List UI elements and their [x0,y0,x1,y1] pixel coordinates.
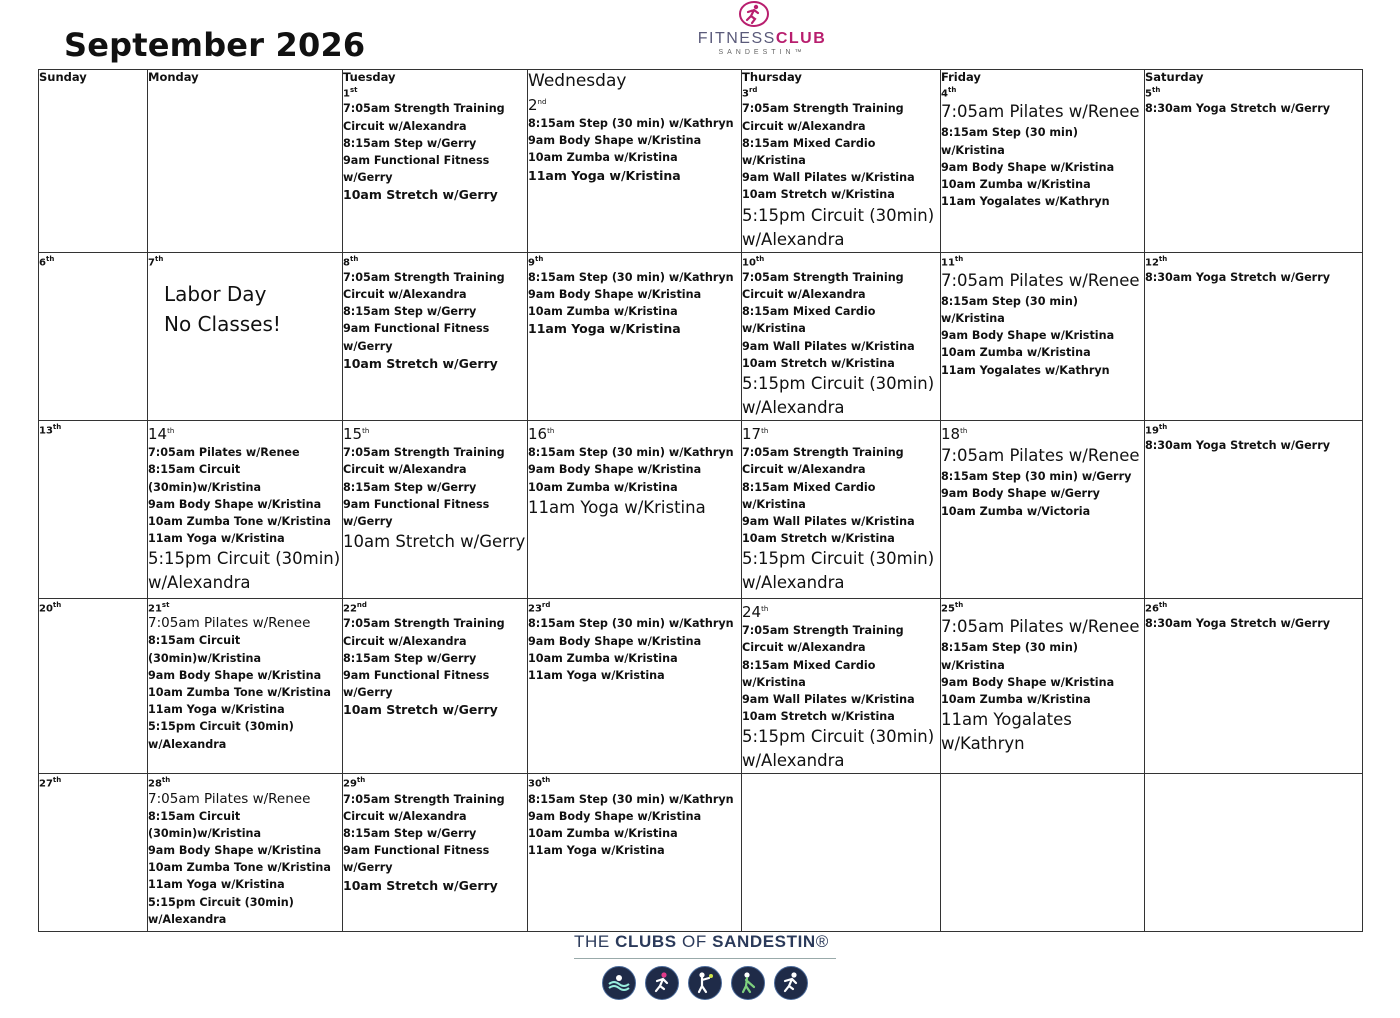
calendar-day-cell [941,252,1145,421]
class-event: 11am Yoga w/Kristina [528,497,706,517]
class-event: 7:05am Strength Training Circuit w/Alexandra [742,624,908,655]
class-event: 8:15am Step (30 min) w/Kathryn [528,270,734,284]
class-event: 8:15am Step (30 min) w/Gerry [941,470,1132,484]
weekday-label: Friday [941,70,981,84]
class-event: 5:15pm Circuit (30min) w/Alexandra [742,205,940,249]
calendar-grid [38,69,1363,932]
calendar-week-row [39,774,1363,932]
day-number: 30th [528,776,551,790]
class-event: 9am Wall Pilates w/Kristina [742,514,915,528]
weekday-label: Tuesday [343,70,396,84]
day-number: 22nd [343,601,367,615]
class-event: 8:30am Yoga Stretch w/Gerry [1145,617,1331,631]
class-event: 11am Yoga w/Kristina [528,669,665,683]
class-event: 8:15am Step (30 min) w/Kristina [941,126,1082,157]
class-event: 11am Yoga w/Kristina [148,532,285,546]
calendar-day-cell [1145,599,1363,774]
day-number: 12th [1145,254,1168,268]
class-event: 8:15am Step (30 min) w/Kathryn [528,617,734,631]
class-event: 10am Stretch w/Gerry [343,702,498,718]
class-event: 8:15am Mixed Cardio w/Kristina [742,480,880,511]
class-event: 9am Body Shape w/Gerry [941,487,1100,501]
class-event: 7:05am Strength Training Circuit w/Alexandra [343,617,509,648]
clubs-of-sandestin-footer [574,932,836,1012]
class-event: 10am Stretch w/Kristina [742,188,895,202]
class-event: 10am Zumba w/Kristina [528,151,678,165]
class-event: 10am Zumba w/Kristina [528,827,678,841]
class-event: 8:15am Mixed Cardio w/Kristina [742,658,880,689]
class-event: 9am Body Shape w/Kristina [148,497,322,511]
holiday-note: Labor Day [164,281,267,306]
calendar-day-cell [941,70,1145,253]
calendar-week-row [39,70,1363,253]
calendar-day-cell [528,774,742,932]
class-event: 10am Stretch w/Kristina [742,710,895,724]
class-event: 10am Zumba w/Kristina [528,305,678,319]
class-event: 11am Yoga w/Kristina [528,844,665,858]
day-number: 11th [941,254,964,268]
class-event: 8:15am Step (30 min) w/Kathryn [528,792,734,806]
day-number: 24th [742,603,769,622]
weekday-label: Saturday [1145,70,1204,84]
weekday-label: Thursday [742,70,802,84]
class-event: 11am Yoga w/Kristina [148,878,285,892]
class-event: 8:15am Circuit (30min)w/Kristina [148,463,262,494]
calendar-week-row [39,421,1363,599]
day-number: 18th [941,425,968,444]
calendar-day-cell [148,252,343,421]
day-number: 1st [343,86,358,100]
calendar-day-cell [343,421,528,599]
fitness-icon [645,966,679,1000]
day-number: 3rd [742,86,758,100]
class-event: 10am Stretch w/Kristina [742,532,895,546]
calendar-day-cell [148,774,343,932]
class-event: 8:15am Circuit (30min)w/Kristina [148,809,262,840]
calendar-day-cell [39,774,148,932]
class-event: 10am Zumba w/Kristina [528,480,678,494]
class-event: 8:30am Yoga Stretch w/Gerry [1145,439,1331,453]
class-event: 11am Yogalates w/Kathryn [941,710,1078,754]
calendar-day-cell [742,599,941,774]
class-event: 9am Body Shape w/Kristina [941,160,1115,174]
class-event: 10am Stretch w/Kristina [742,356,895,370]
calendar-day-cell [343,599,528,774]
class-event: 10am Zumba Tone w/Kristina [148,861,331,875]
class-event: 9am Body Shape w/Kristina [148,668,322,682]
class-event: 5:15pm Circuit (30min) w/Alexandra [742,374,940,418]
class-event: 5:15pm Circuit (30min) w/Alexandra [148,895,298,926]
class-event: 7:05am Pilates w/Renee [941,446,1140,466]
class-event: 8:15am Step w/Gerry [343,136,477,150]
calendar-day-cell [343,70,528,253]
class-event: 9am Body Shape w/Kristina [528,463,702,477]
day-number: 23rd [528,601,551,615]
class-event: 10am Zumba w/Kristina [941,346,1091,360]
calendar-day-cell [941,774,1145,932]
calendar-week-row [39,252,1363,421]
class-event: 9am Body Shape w/Kristina [941,329,1115,343]
class-event: 10am Zumba w/Kristina [941,693,1091,707]
class-event: 8:15am Step (30 min) w/Kristina [941,294,1082,326]
calendar-day-cell [528,252,742,421]
calendar-day-cell [148,599,343,774]
class-event: 8:30am Yoga Stretch w/Gerry [1145,270,1331,284]
calendar-day-cell [941,599,1145,774]
class-event: 11am Yogalates w/Kathryn [941,195,1110,209]
day-number: 14th [148,425,175,444]
day-number: 25th [941,601,964,615]
class-event: 7:05am Pilates w/Renee [941,102,1140,122]
class-event: 9am Wall Pilates w/Kristina [742,692,915,706]
class-event: 9am Functional Fitness w/Gerry [343,322,494,353]
class-event: 8:15am Step w/Gerry [343,651,477,665]
tennis-icon [688,966,722,1000]
day-number: 27th [39,776,62,790]
pool-icon [602,966,636,1000]
day-number: 5th [1145,86,1161,100]
footer-divider [574,958,836,959]
class-event: 7:05am Strength Training Circuit w/Alexandra [742,446,908,477]
class-event: 7:05am Pilates w/Renee [148,615,311,632]
class-event: 9am Functional Fitness w/Gerry [343,669,494,700]
calendar-day-cell [148,70,343,253]
class-event: 9am Body Shape w/Kristina [148,844,322,858]
calendar-day-cell [1145,774,1363,932]
weekday-label: Monday [148,70,199,84]
calendar-week-row [39,599,1363,774]
day-number: 20th [39,601,62,615]
class-event: 5:15pm Circuit (30min) w/Alexandra [148,720,298,751]
golf-icon [731,966,765,1000]
class-event: 8:30am Yoga Stretch w/Gerry [1145,102,1331,116]
calendar-day-cell [742,421,941,599]
class-event: 8:15am Step w/Gerry [343,305,477,319]
calendar-day-cell [1145,252,1363,421]
class-event: 8:15am Step (30 min) w/Kathryn [528,446,734,460]
calendar-day-cell [528,599,742,774]
class-event: 8:15am Step (30 min) w/Kathryn [528,117,734,130]
class-event: 10am Zumba Tone w/Kristina [148,686,331,700]
day-number: 29th [343,776,366,790]
calendar-day-cell [343,774,528,932]
class-event: 7:05am Pilates w/Renee [148,446,300,460]
class-event: 11am Yoga w/Kristina [528,321,681,337]
class-event: 7:05am Pilates w/Renee [941,617,1140,637]
class-event: 7:05am Strength Training Circuit w/Alexandra [742,270,908,302]
class-event: 11am Yoga w/Kristina [148,703,285,717]
runner-logo-icon [739,1,769,27]
class-event: 9am Body Shape w/Kristina [528,809,702,823]
class-event: 8:15am Step w/Gerry [343,827,477,841]
class-event: 8:15am Circuit (30min)w/Kristina [148,634,262,665]
calendar-day-cell [39,252,148,421]
class-event: 10am Zumba w/Kristina [528,651,678,665]
calendar-day-cell [343,252,528,421]
class-event: 9am Wall Pilates w/Kristina [742,171,915,185]
day-number: 6th [39,254,55,268]
calendar-day-cell [742,252,941,421]
class-event: 5:15pm Circuit (30min) w/Alexandra [742,549,940,593]
class-event: 9am Wall Pilates w/Kristina [742,339,915,353]
class-event: 9am Functional Fitness w/Gerry [343,153,494,185]
class-event: 7:05am Pilates w/Renee [148,790,311,807]
calendar-day-cell [39,421,148,599]
day-number: 17th [742,425,769,444]
weekday-label: Sunday [39,70,87,84]
fitness-club-logo [672,0,852,60]
class-event: 7:05am Strength Training Circuit w/Alexandra [343,446,509,477]
class-event: 9am Functional Fitness w/Gerry [343,497,494,528]
class-event: 9am Body Shape w/Kristina [528,634,702,648]
calendar-day-cell [941,421,1145,599]
class-event: 8:15am Mixed Cardio w/Kristina [742,136,880,167]
class-event: 7:05am Strength Training Circuit w/Alexandra [343,102,509,133]
class-event: 10am Stretch w/Gerry [343,355,498,371]
class-event: 7:05am Strength Training Circuit w/Alexandra [343,792,509,823]
day-number: 28th [148,776,171,790]
calendar-day-cell [742,70,941,253]
day-number: 26th [1145,601,1168,615]
calendar-day-cell [39,599,148,774]
class-event: 8:15am Step (30 min) w/Kristina [941,641,1082,672]
class-event: 8:15am Step w/Gerry [343,480,477,494]
class-event: 9am Body Shape w/Kristina [941,675,1115,689]
day-number: 21st [148,601,170,615]
class-event: 10am Zumba Tone w/Kristina [148,514,331,528]
weekday-label: Wednesday [528,71,627,91]
class-event: 9am Body Shape w/Kristina [528,288,702,302]
class-event: 10am Zumba w/Kristina [941,177,1091,191]
page-title: September 2026 [64,26,366,64]
day-number: 19th [1145,423,1168,437]
day-number: 2nd [528,96,547,114]
runner-icon [774,966,808,1000]
class-event: 7:05am Pilates w/Renee [941,270,1140,290]
class-event: 9am Body Shape w/Kristina [528,134,702,148]
class-event: 9am Functional Fitness w/Gerry [343,844,494,875]
class-event: 10am Zumba w/Victoria [941,504,1091,518]
calendar-day-cell [148,421,346,599]
day-number: 7th [148,254,164,268]
footer-wordmark: THE CLUBS OF SANDESTIN® [574,932,829,951]
day-number: 9th [528,254,544,268]
class-event: 7:05am Strength Training Circuit w/Alexandra [343,270,509,302]
class-event: 11am Yogalates w/Kathryn [941,363,1110,377]
logo-wordmark: FITNESSCLUB [697,30,827,47]
calendar-day-cell [528,70,742,253]
class-event: 10am Stretch w/Gerry [343,877,498,893]
day-number: 10th [742,254,765,268]
day-number: 4th [941,86,957,100]
calendar-day-cell [1145,70,1363,253]
holiday-note: No Classes! [164,311,281,336]
day-number: 8th [343,254,359,268]
class-event: 10am Stretch w/Gerry [343,187,498,203]
class-event: 5:15pm Circuit (30min) w/Alexandra [148,549,346,593]
class-event: 5:15pm Circuit (30min) w/Alexandra [742,727,940,771]
class-event: 7:05am Strength Training Circuit w/Alexandra [742,102,908,133]
logo-subtitle: SANDESTIN™ [718,49,806,56]
day-number: 16th [528,425,555,444]
class-event: 8:15am Mixed Cardio w/Kristina [742,305,880,336]
calendar-day-cell [39,70,148,253]
class-event: 11am Yoga w/Kristina [528,167,681,183]
calendar-day-cell [528,421,742,599]
day-number: 15th [343,425,370,444]
class-event: 10am Stretch w/Gerry [343,532,526,552]
calendar-day-cell [742,774,941,932]
day-number: 13th [39,423,62,437]
calendar-day-cell [1145,421,1363,599]
